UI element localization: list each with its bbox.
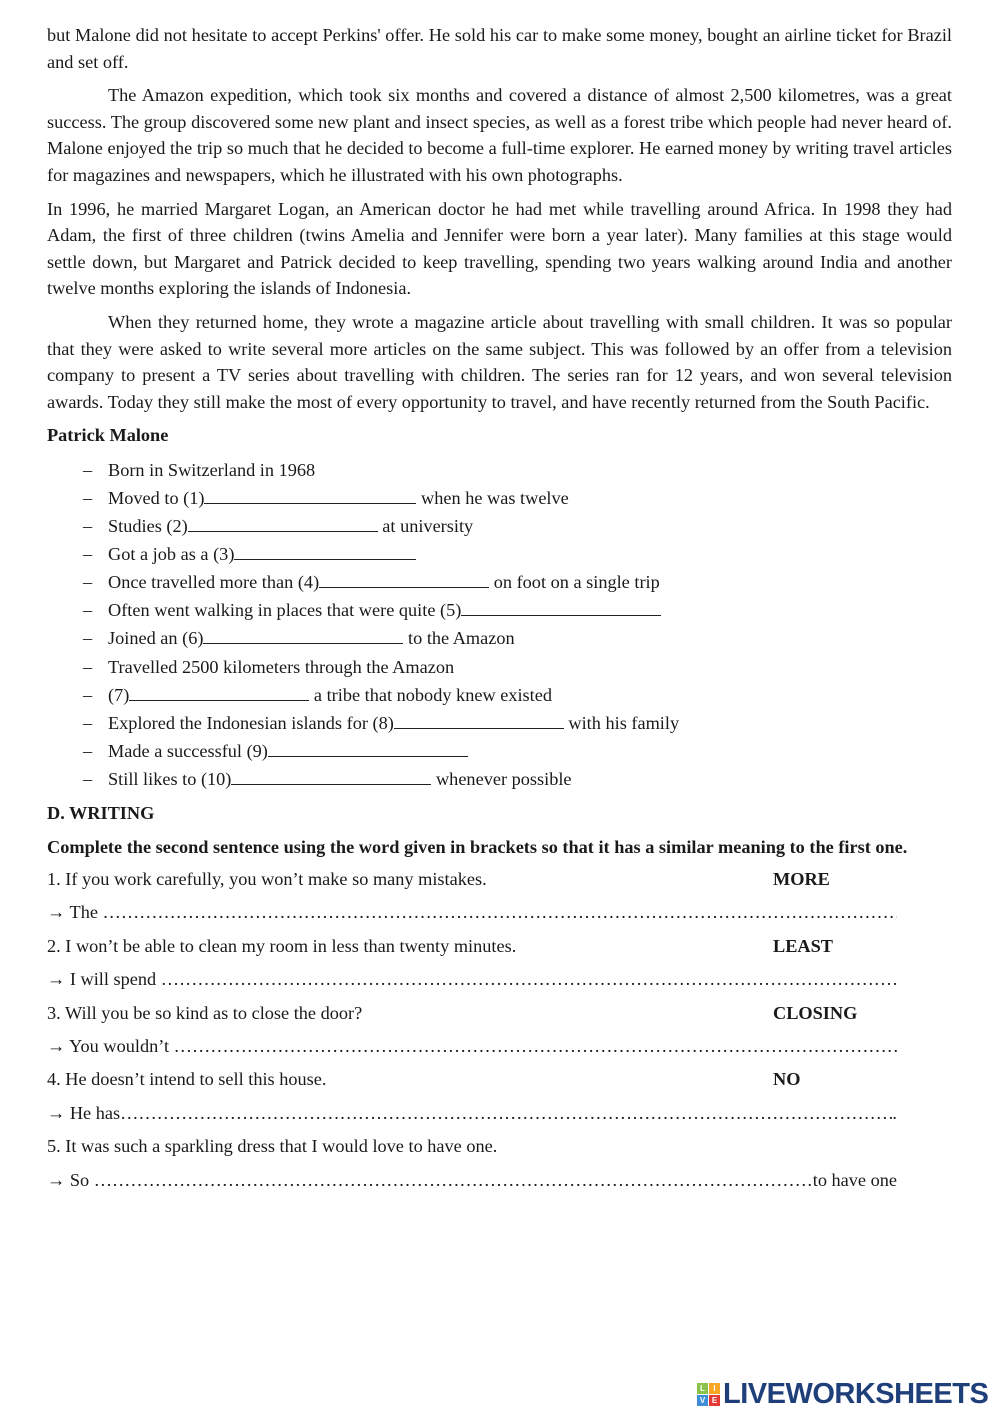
writing-instruction: Complete the second sentence using the word given in brackets so that it has a similar meaning to the first one. [47,836,908,857]
profile-list [47,456,952,793]
logo-letter: E [709,1395,720,1406]
question-text: 4. He doesn’t intend to sell this house. [47,1069,327,1090]
answer-line-3[interactable] [47,1030,897,1063]
answer-line-5[interactable] [47,1164,897,1197]
paragraph-3: In 1996, he married Margaret Logan, an American doctor he had met while travelling around Africa. In 1998 they had Adam, the first of three children (twins Amelia and Jennifer were born a year later). Many families at this stage would settle down, but Margaret and Patrick decided to keep travelling, spending two years walking around India and another twelve months exploring the islands of Indonesia. [47,198,952,299]
item-text: Moved to (1) [108,488,205,508]
answer-dots[interactable] [174,1030,897,1063]
list-item [47,765,952,793]
item-text: on foot on a single trip [489,572,660,593]
logo-text: LIVEWORKSHEETS [723,1378,989,1410]
item-text: Explored the Indonesian islands for (8) [108,712,394,733]
question-text: 2. I won’t be able to clean my room in less than twenty minutes. [47,935,517,956]
item-text: Got a job as a (3) [108,544,235,565]
item-text: Made a successful (9) [108,740,268,761]
answer-start: → The [47,902,98,923]
answer-blank-4[interactable] [319,586,489,588]
item-text: with his family [563,712,680,733]
dash: – [83,768,93,789]
list-item [47,596,952,624]
item-text: when he was twelve [416,488,569,508]
dash: – [83,572,93,593]
dash: – [83,516,93,537]
list-item [47,512,952,540]
question-3 [47,997,952,1030]
worksheet-page [47,22,952,1197]
question-text: 1. If you work carefully, you won’t make so many mistakes. [47,869,487,890]
writing-questions [47,863,952,1197]
item-text: at university [377,516,474,537]
question-5 [47,1130,952,1163]
logo-squares-icon [697,1383,720,1406]
paragraph-1: but Malone did not hesitate to accept Perkins' offer. He sold his car to make some money, bought an airline ticket for Brazil and set off. [47,25,952,72]
list-item [47,624,952,652]
answer-blank-10[interactable] [231,783,431,785]
item-text: Joined an (6) [108,628,204,649]
answer-blank-7[interactable] [129,699,309,701]
dash: – [83,488,93,508]
profile-heading: Patrick Malone [47,425,169,446]
keyword: LEAST [773,935,833,956]
answer-end: to have one [812,1169,897,1190]
list-item [47,737,952,765]
answer-line-2[interactable] [47,963,897,996]
question-text: 3. Will you be so kind as to close the door? [47,1002,363,1023]
keyword: MORE [773,869,830,890]
question-1 [47,863,952,896]
paragraph-2: The Amazon expedition, which took six months and covered a distance of almost 2,500 kilometres, was a great success. The group discovered some new plant and insect species, as well as a forest tribe which people had never heard of. Malone enjoyed the trip so much that he decided to become a full-time explorer. He earned money by writing travel articles for magazines and newspapers, which he illustrated with his own photographs. [47,85,952,185]
answer-start: → You wouldn’t [47,1036,170,1057]
dash: – [83,459,93,480]
answer-blank-9[interactable] [268,755,468,757]
answer-start: → I will spend [47,969,157,990]
answer-dots[interactable] [161,963,897,996]
writing-heading: D. WRITING [47,803,155,824]
liveworksheets-logo [697,1378,988,1411]
answer-dots[interactable] [120,1097,892,1130]
item-text: Born in Switzerland in 1968 [108,459,316,480]
list-item [47,568,952,596]
answer-blank-1[interactable] [204,502,416,504]
answer-start: → He has [47,1102,121,1123]
answer-blank-5[interactable] [461,614,661,616]
item-text: Travelled 2500 kilometers through the Amazon [108,656,455,677]
logo-letter: L [697,1383,708,1394]
answer-blank-2[interactable] [188,530,378,532]
question-2 [47,930,952,963]
answer-end: . [892,1102,897,1123]
paragraph-4: When they returned home, they wrote a magazine article about travelling with small children. It was so popular that they were asked to write several more articles on the same subject. This was followed by an offer from a television company to present a TV series about travelling with children. The series ran for 12 years, and won several television awards. Today they still make the most of every opportunity to travel, and have recently returned from the South Pacific. [47,311,952,412]
answer-start: → So [47,1169,90,1190]
list-item [47,653,952,681]
answer-dots[interactable] [103,896,897,929]
list-item [47,709,952,737]
answer-blank-6[interactable] [203,642,403,644]
item-text: Studies (2) [108,516,188,537]
item-text: (7) [108,684,130,705]
dash: – [83,712,93,733]
logo-letter: I [709,1383,720,1394]
dash: – [83,600,93,621]
answer-line-1[interactable] [47,896,897,929]
item-text: Often went walking in places that were quite (5) [108,600,462,621]
dash: – [83,656,93,677]
answer-dots[interactable] [94,1164,813,1197]
item-text: Once travelled more than (4) [108,572,320,593]
dash: – [83,684,93,705]
answer-line-4[interactable] [47,1097,897,1130]
keyword: NO [773,1069,801,1090]
keyword: CLOSING [773,1002,858,1023]
dash: – [83,628,93,649]
item-text: Still likes to (10) [108,768,232,789]
list-item [47,681,952,709]
answer-blank-3[interactable] [234,558,416,560]
list-item [47,484,952,512]
logo-letter: V [697,1395,708,1406]
list-item [47,540,952,568]
answer-blank-8[interactable] [394,727,564,729]
dash: – [83,740,93,761]
item-text: a tribe that nobody knew existed [309,684,553,705]
question-text: 5. It was such a sparkling dress that I would love to have one. [47,1136,498,1157]
list-item [47,456,952,484]
question-4 [47,1063,952,1096]
dash: – [83,544,93,565]
item-text: to the Amazon [403,628,515,649]
item-text: whenever possible [431,768,572,789]
